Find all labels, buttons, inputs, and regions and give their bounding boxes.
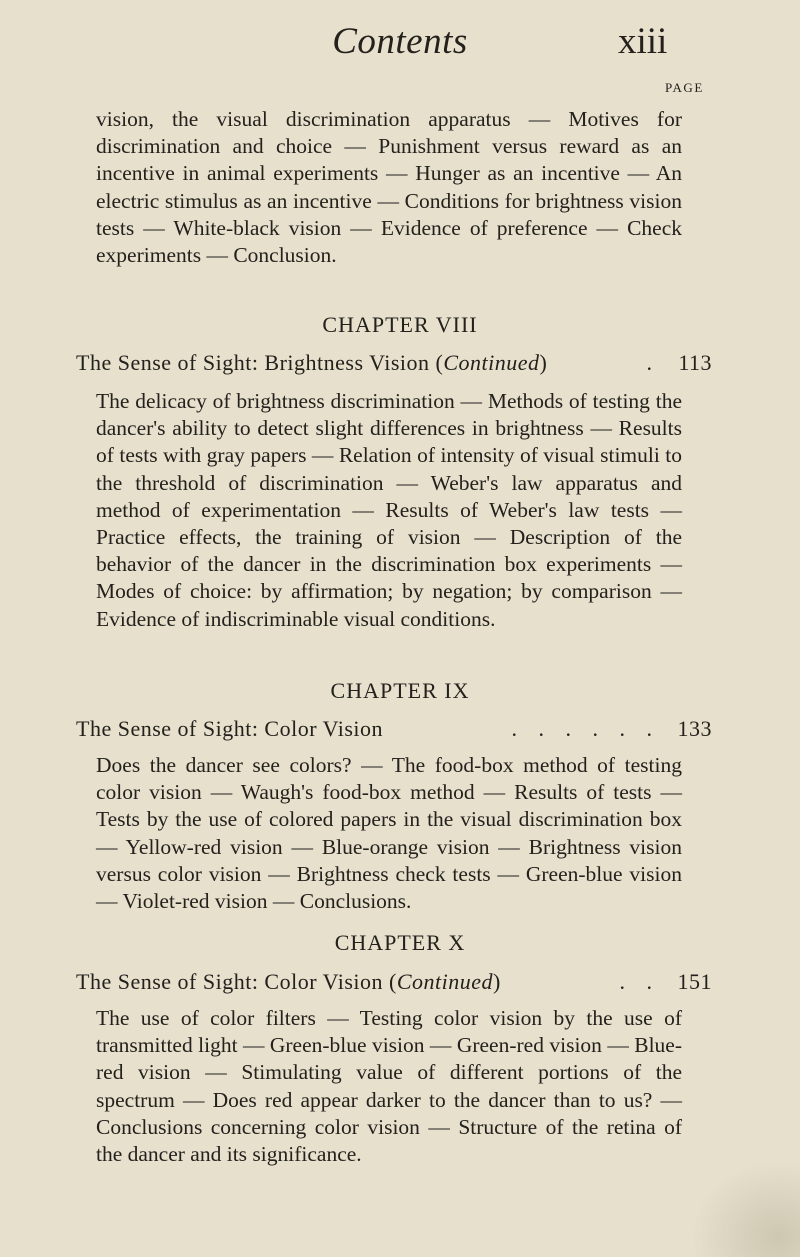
chapter-title-text: The Sense of Sight: Color Vision <box>76 716 383 741</box>
chapter-heading: CHAPTER IX <box>330 678 470 703</box>
page-column-label: PAGE <box>665 80 704 95</box>
page-number: xiii <box>618 21 668 62</box>
chapter-heading: CHAPTER X <box>334 930 466 955</box>
chapter-page-number: 151 <box>677 969 712 994</box>
chapter-page-number: 113 <box>678 350 712 375</box>
chapter-summary: The delicacy of brightness discrimination — Methods of testing the dancer's ability to detect slight differences in brightness — Results of tests with gray papers — Relation of intensity of visual stimuli to the threshold of discrimination — Weber's law apparatus and method of experimentation — Results of Weber's law tests — Practice effects, the training of vision — Description of the behavior of the dancer in the discrimination box experiments — Modes of choice: by affirmation; by negation; by comparison — Evidence of indiscriminable visual conditions. <box>96 389 682 631</box>
page-shadow <box>690 1160 800 1257</box>
leader-dots: . . <box>619 969 660 994</box>
chapter-title <box>76 716 712 742</box>
running-title: Contents <box>332 21 468 62</box>
carryover-summary: vision, the visual discrimination apparatus — Motives for discrimination and choice — Punishment versus reward as an incentive in animal experiments — Hunger as an incentive — An electric stimulus as an incentive — Conditions for brightness vision tests — White-black vision — Evidence of preference — Check experiments — Conclusion. <box>96 107 682 268</box>
leader-dots: . <box>646 350 660 375</box>
chapter-title-text: The Sense of Sight: Color Vision (Continued) <box>76 969 501 994</box>
chapter-title <box>76 969 712 995</box>
leader-dots: . . . . . . <box>511 716 660 741</box>
chapter-page-number: 133 <box>677 716 712 741</box>
chapter-summary: Does the dancer see colors? — The food-box method of testing color vision — Waugh's food-box method — Results of tests — Tests by the use of colored papers in the visual discrimination box — Yellow-red vision — Blue-orange vision — Brightness vision versus color vision — Brightness check tests — Green-blue vision — Violet-red vision — Conclusions. <box>96 753 682 914</box>
chapter-title-text: The Sense of Sight: Brightness Vision (Continued) <box>76 350 548 375</box>
chapter-title <box>76 350 712 376</box>
chapter-summary: The use of color filters — Testing color vision by the use of transmitted light — Green-blue vision — Green-red vision — Blue-red vision — Stimulating value of different portions of the spectrum — Does red appear darker to the dancer than to us? — Conclusions concerning color vision — Structure of the retina of the dancer and its significance. <box>96 1006 682 1167</box>
chapter-heading: CHAPTER VIII <box>322 312 478 337</box>
